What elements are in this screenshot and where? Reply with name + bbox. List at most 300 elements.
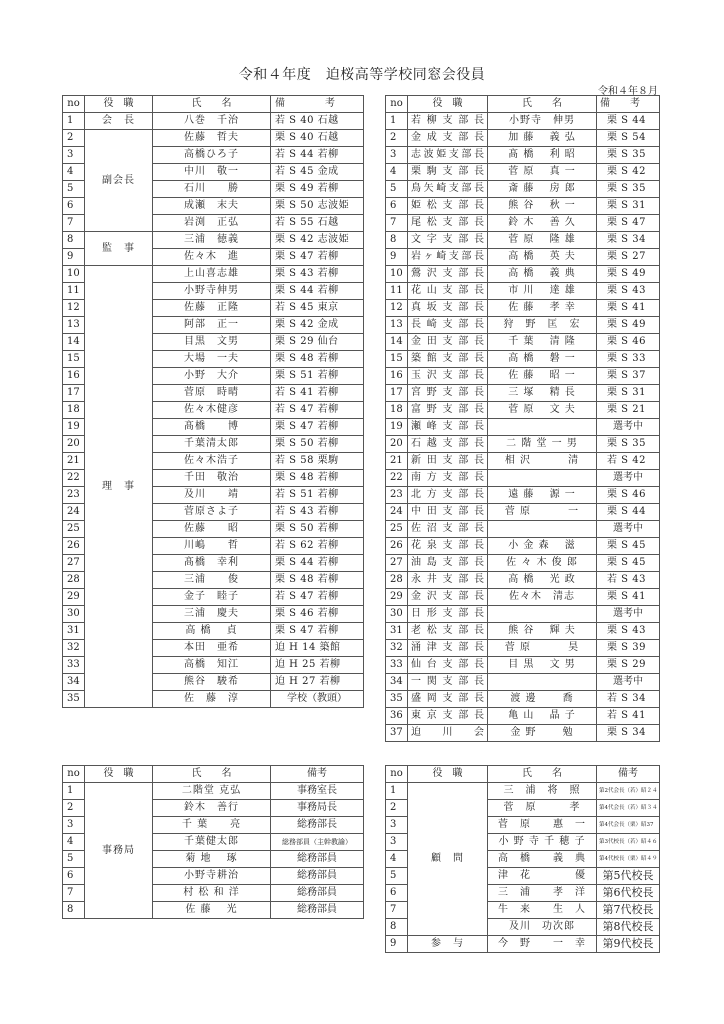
page-title: 令和４年度 迫桜高等学校同窓会役員 (238, 67, 486, 83)
member-note: 選考中 (597, 606, 660, 623)
member-note: 栗 S 48 若柳 (271, 572, 364, 589)
role-cell: 会 長 (85, 113, 153, 130)
member-name: 岩渕 正弘 (153, 215, 271, 232)
row-no: 29 (63, 589, 85, 606)
member-name (488, 674, 597, 691)
table-row (386, 783, 660, 800)
member-name: 佐藤 正隆 (153, 300, 271, 317)
member-name: 市 川 達 雄 (488, 283, 597, 300)
table-row (386, 130, 660, 147)
member-name: 熊谷 駿希 (153, 674, 271, 691)
table-row (63, 113, 364, 130)
member-name: 千 葉 清 隆 (488, 334, 597, 351)
row-no: 30 (386, 606, 408, 623)
member-note: 栗 S 31 (597, 198, 660, 215)
row-no: 11 (63, 283, 85, 300)
row-no: 9 (386, 249, 408, 266)
branch-role: 姫松支部長 (408, 198, 488, 215)
member-name: 千田 敬治 (153, 470, 271, 487)
member-note: 迫 H 25 若柳 (271, 657, 364, 674)
branch-role: 志波姫支部長 (408, 147, 488, 164)
member-name: 小野 大介 (153, 368, 271, 385)
member-note: 若 S 58 栗駒 (271, 453, 364, 470)
row-no: 24 (63, 504, 85, 521)
row-no: 6 (386, 885, 408, 902)
table-row (386, 402, 660, 419)
branch-role: 真坂支部長 (408, 300, 488, 317)
member-name: 小野寺耕治 (153, 868, 271, 885)
row-no: 29 (386, 589, 408, 606)
member-note: 栗 S 29 仙台 (271, 334, 364, 351)
secretariat-header-row (63, 766, 364, 783)
member-note: 栗 S 46 (597, 334, 660, 351)
member-note: 選考中 (597, 470, 660, 487)
member-name: 三浦 俊 (153, 572, 271, 589)
member-name: 佐藤 哲夫 (153, 130, 271, 147)
row-no: 16 (386, 368, 408, 385)
row-no: 26 (63, 538, 85, 555)
member-note: 栗 S 34 (597, 725, 660, 742)
branch-role: 花山支部長 (408, 283, 488, 300)
member-note: 栗 S 43 (597, 283, 660, 300)
member-note: 栗 S 27 (597, 249, 660, 266)
member-name: 千葉清太郎 (153, 436, 271, 453)
member-note: 若 S 45 金成 (271, 164, 364, 181)
table-row (386, 504, 660, 521)
member-note: 第4代会長（若）昭３４ (597, 800, 660, 817)
member-note: 若 S 45 東京 (271, 300, 364, 317)
member-name: 菅 原 真 一 (488, 164, 597, 181)
branch-role: 金田支部長 (408, 334, 488, 351)
member-note: 若 S 40 石越 (271, 113, 364, 130)
row-no: 4 (63, 164, 85, 181)
member-note: 栗 S 29 (597, 657, 660, 674)
member-note: 総務部員 (271, 868, 364, 885)
row-no: 5 (63, 851, 85, 868)
row-no: 34 (63, 674, 85, 691)
member-name: 佐々木 進 (153, 249, 271, 266)
member-note: 総務部員 (271, 885, 364, 902)
member-name: 石川 勝 (153, 181, 271, 198)
member-name: 小 金 森 滋 (488, 538, 597, 555)
branch-role: 北方支部長 (408, 487, 488, 504)
row-no: 37 (386, 725, 408, 742)
member-name: 菅原 時晴 (153, 385, 271, 402)
member-note: 選考中 (597, 419, 660, 436)
row-no: 5 (386, 181, 408, 198)
member-note: 学校（教頭） (271, 691, 364, 708)
branch-role: 石越支部長 (408, 436, 488, 453)
member-note: 総務部員 (271, 851, 364, 868)
member-note: 栗 S 44 若柳 (271, 283, 364, 300)
member-note: 第9代校長 (597, 936, 660, 953)
document-date: 令和４年８月 (598, 86, 658, 97)
member-name: 三 浦 将 照 (488, 783, 597, 800)
header-note: 備考 (597, 766, 660, 783)
row-no: 2 (63, 800, 85, 817)
table-row (386, 215, 660, 232)
table-row (386, 725, 660, 742)
member-note: 栗 S 39 (597, 640, 660, 657)
member-note: 若 S 43 (597, 572, 660, 589)
row-no: 6 (63, 868, 85, 885)
member-name: 斎 藤 房 郎 (488, 181, 597, 198)
table-row (386, 351, 660, 368)
member-name: 佐々木健彦 (153, 402, 271, 419)
member-name: 金 野 勉 (488, 725, 597, 742)
member-name: 菅 原 孝 (488, 800, 597, 817)
member-name: 川嶋 哲 (153, 538, 271, 555)
member-name: 村 松 和 洋 (153, 885, 271, 902)
member-note: 若 S 47 若柳 (271, 402, 364, 419)
member-name (488, 606, 597, 623)
row-no: 35 (63, 691, 85, 708)
secretariat-table (62, 765, 364, 919)
row-no: 27 (63, 555, 85, 572)
header-name: 氏 名 (488, 96, 597, 113)
header-no: no (63, 96, 85, 113)
branch-role: 玉沢支部長 (408, 368, 488, 385)
advisors-header-row (386, 766, 660, 783)
member-note: 栗 S 47 (597, 215, 660, 232)
header-note: 備 考 (597, 96, 660, 113)
branch-role: 老松支部長 (408, 623, 488, 640)
header-name: 氏 名 (488, 766, 597, 783)
header-no: no (386, 96, 408, 113)
member-note: 栗 S 44 (597, 504, 660, 521)
member-name: 加 藤 義 弘 (488, 130, 597, 147)
role-cell: 事務局 (85, 783, 153, 919)
row-no: 4 (63, 834, 85, 851)
member-note: 若 S 42 (597, 453, 660, 470)
header-role: 役 職 (85, 766, 153, 783)
branch-role: 金沢支部長 (408, 589, 488, 606)
row-no: 7 (63, 885, 85, 902)
table-row (386, 691, 660, 708)
table-row (63, 266, 364, 283)
member-note: 栗 S 48 若柳 (271, 470, 364, 487)
table-row (386, 555, 660, 572)
row-no: 8 (63, 232, 85, 249)
row-no: 16 (63, 368, 85, 385)
role-cell: 監 事 (85, 232, 153, 266)
row-no: 7 (386, 902, 408, 919)
row-no: 6 (386, 198, 408, 215)
row-no: 21 (63, 453, 85, 470)
row-no: 2 (386, 130, 408, 147)
member-note: 栗 S 33 (597, 351, 660, 368)
table-row (63, 130, 364, 147)
table-row (386, 436, 660, 453)
row-no: 21 (386, 453, 408, 470)
branch-role: 東京支部長 (408, 708, 488, 725)
member-note: 栗 S 47 若柳 (271, 623, 364, 640)
row-no: 3 (386, 147, 408, 164)
branch-role: 宮野支部長 (408, 385, 488, 402)
branch-role: 鶯沢支部長 (408, 266, 488, 283)
member-note: 若 S 55 石越 (271, 215, 364, 232)
row-no: 27 (386, 555, 408, 572)
member-name: 成瀬 末夫 (153, 198, 271, 215)
member-name: 三浦 慶夫 (153, 606, 271, 623)
member-note: 若 S 41 (597, 708, 660, 725)
row-no: 23 (386, 487, 408, 504)
member-note: 若 S 62 若柳 (271, 538, 364, 555)
member-note: 栗 S 49 (597, 266, 660, 283)
row-no: 18 (386, 402, 408, 419)
member-note: 栗 S 44 若柳 (271, 555, 364, 572)
row-no: 3 (63, 817, 85, 834)
table-row (386, 657, 660, 674)
member-note: 事務局長 (271, 800, 364, 817)
member-name: 三 浦 孝 洋 (488, 885, 597, 902)
branch-role: 文字支部長 (408, 232, 488, 249)
member-note: 栗 S 46 若柳 (271, 606, 364, 623)
member-name: 上山喜志雄 (153, 266, 271, 283)
row-no: 17 (63, 385, 85, 402)
table-row (386, 538, 660, 555)
row-no: 10 (386, 266, 408, 283)
member-name: 佐 藤 淳 (153, 691, 271, 708)
member-name: 高 橋 貞 (153, 623, 271, 640)
role-cell: 参 与 (408, 936, 488, 953)
table-row (386, 572, 660, 589)
member-note: 第4代校長（栗）昭４９ (597, 851, 660, 868)
member-name: 高橋ひろ子 (153, 147, 271, 164)
member-name: 佐 藤 昭 一 (488, 368, 597, 385)
member-note: 総務部員（主幹教諭） (271, 834, 364, 851)
row-no: 7 (63, 215, 85, 232)
branches-table (385, 95, 660, 742)
member-note: 第7代校長 (597, 902, 660, 919)
member-name: 千葉健太郎 (153, 834, 271, 851)
member-name: 菅原さよ子 (153, 504, 271, 521)
member-note: 迫 H 27 若柳 (271, 674, 364, 691)
member-name: 高 橋 磐 一 (488, 351, 597, 368)
member-note: 栗 S 40 石越 (271, 130, 364, 147)
header-role: 役 職 (408, 766, 488, 783)
row-no: 31 (63, 623, 85, 640)
table-row (386, 317, 660, 334)
table-row (386, 164, 660, 181)
member-name: 中川 敬一 (153, 164, 271, 181)
member-name: 鈴木 善行 (153, 800, 271, 817)
table-row (386, 249, 660, 266)
table-row (386, 521, 660, 538)
row-no: 25 (386, 521, 408, 538)
member-name: 菅 原 昊 (488, 640, 597, 657)
row-no: 8 (386, 919, 408, 936)
header-name: 氏 名 (153, 96, 271, 113)
row-no: 28 (386, 572, 408, 589)
officers-table (62, 95, 364, 708)
table-row (386, 708, 660, 725)
member-note: 栗 S 51 若柳 (271, 368, 364, 385)
row-no: 7 (386, 215, 408, 232)
branch-role: 新田支部長 (408, 453, 488, 470)
table-row (386, 674, 660, 691)
member-name: 大場 一夫 (153, 351, 271, 368)
header-name: 氏 名 (153, 766, 271, 783)
member-name: 二階堂 克弘 (153, 783, 271, 800)
branch-role: 盛岡支部長 (408, 691, 488, 708)
table-row (386, 640, 660, 657)
row-no: 14 (63, 334, 85, 351)
member-name: 渡 邊 喬 (488, 691, 597, 708)
header-no: no (63, 766, 85, 783)
member-name: 牛 来 生 人 (488, 902, 597, 919)
branch-role: 仙台支部長 (408, 657, 488, 674)
branch-role: 花泉支部長 (408, 538, 488, 555)
branch-role: 金成支部長 (408, 130, 488, 147)
row-no: 1 (386, 783, 408, 800)
table-row (386, 589, 660, 606)
officers-header-row (63, 96, 364, 113)
member-note: 若 S 47 若柳 (271, 589, 364, 606)
member-name (488, 419, 597, 436)
member-name: 佐 藤 光 (153, 902, 271, 919)
branch-role: 佐沼支部長 (408, 521, 488, 538)
row-no: 19 (386, 419, 408, 436)
branch-role: 瀬峰支部長 (408, 419, 488, 436)
member-name: 及川 靖 (153, 487, 271, 504)
member-name: 熊 谷 輝 夫 (488, 623, 597, 640)
row-no: 32 (386, 640, 408, 657)
row-no: 26 (386, 538, 408, 555)
header-note: 備考 (271, 766, 364, 783)
table-row (386, 232, 660, 249)
member-name: 狩 野 匡 宏 (488, 317, 597, 334)
row-no: 1 (386, 113, 408, 130)
member-note: 栗 S 43 若柳 (271, 266, 364, 283)
member-name: 小野寺伸男 (153, 283, 271, 300)
branch-role: 油島支部長 (408, 555, 488, 572)
member-name: 菅 原 隆 雄 (488, 232, 597, 249)
branch-role: 永井支部長 (408, 572, 488, 589)
row-no: 20 (63, 436, 85, 453)
member-name: 亀 山 晶 子 (488, 708, 597, 725)
member-name: 小野寺 伸男 (488, 113, 597, 130)
member-name: 佐々木 清志 (488, 589, 597, 606)
member-name: 菅 原 文 夫 (488, 402, 597, 419)
row-no: 19 (63, 419, 85, 436)
member-note: 第8代校長 (597, 919, 660, 936)
member-name: 目 黒 文 男 (488, 657, 597, 674)
branch-role: 日形支部長 (408, 606, 488, 623)
member-name: 三 塚 精 長 (488, 385, 597, 402)
row-no: 33 (63, 657, 85, 674)
table-row (386, 453, 660, 470)
role-cell: 理 事 (85, 266, 153, 708)
table-row (386, 300, 660, 317)
row-no: 5 (63, 181, 85, 198)
row-no: 32 (63, 640, 85, 657)
branch-role: 築館支部長 (408, 351, 488, 368)
row-no: 12 (386, 300, 408, 317)
row-no: 2 (386, 800, 408, 817)
row-no: 22 (63, 470, 85, 487)
branch-role: 迫川会 (408, 725, 488, 742)
member-name: 千 葉 亮 (153, 817, 271, 834)
branch-role: 富野支部長 (408, 402, 488, 419)
row-no: 13 (63, 317, 85, 334)
row-no: 3 (386, 834, 408, 851)
member-name: 二 階 堂 一 男 (488, 436, 597, 453)
table-row (386, 181, 660, 198)
member-note: 栗 S 50 若柳 (271, 521, 364, 538)
row-no: 4 (386, 164, 408, 181)
row-no: 9 (386, 936, 408, 953)
member-name: 髙橋 幸利 (153, 555, 271, 572)
member-note: 栗 S 49 若柳 (271, 181, 364, 198)
member-name (488, 470, 597, 487)
member-name: 八巻 千治 (153, 113, 271, 130)
member-name: 高 橋 義 典 (488, 851, 597, 868)
role-cell: 顧 問 (408, 783, 488, 936)
row-no: 3 (386, 817, 408, 834)
table-row (386, 368, 660, 385)
row-no: 31 (386, 623, 408, 640)
member-note: 若 S 34 (597, 691, 660, 708)
row-no: 35 (386, 691, 408, 708)
row-no: 2 (63, 130, 85, 147)
table-row (386, 198, 660, 215)
member-note: 若 S 43 若柳 (271, 504, 364, 521)
member-note: 第2代会長（若）昭２４ (597, 783, 660, 800)
member-note: 栗 S 34 (597, 232, 660, 249)
member-note: 栗 S 54 (597, 130, 660, 147)
member-note: 総務部員 (271, 902, 364, 919)
row-no: 33 (386, 657, 408, 674)
member-name: 津 花 優 (488, 868, 597, 885)
member-note: 栗 S 50 志波姫 (271, 198, 364, 215)
row-no: 15 (386, 351, 408, 368)
table-row (386, 419, 660, 436)
row-no: 23 (63, 487, 85, 504)
table-row (63, 232, 364, 249)
row-no: 14 (386, 334, 408, 351)
member-name: 髙橋 博 (153, 419, 271, 436)
branch-role: 南方支部長 (408, 470, 488, 487)
member-name: 熊 谷 秋 一 (488, 198, 597, 215)
member-name: 高 橋 義 典 (488, 266, 597, 283)
member-note: 第5代校長 (597, 868, 660, 885)
member-name (488, 521, 597, 538)
row-no: 34 (386, 674, 408, 691)
table-row (386, 623, 660, 640)
table-row (386, 385, 660, 402)
row-no: 30 (63, 606, 85, 623)
member-note: 栗 S 43 (597, 623, 660, 640)
member-name: 金子 睦子 (153, 589, 271, 606)
member-note: 栗 S 37 (597, 368, 660, 385)
member-note: 栗 S 42 志波姫 (271, 232, 364, 249)
table-row (386, 266, 660, 283)
member-name: 目黒 文男 (153, 334, 271, 351)
row-no: 5 (386, 868, 408, 885)
branch-role: 涌津支部長 (408, 640, 488, 657)
row-no: 36 (386, 708, 408, 725)
header-no: no (386, 766, 408, 783)
row-no: 18 (63, 402, 85, 419)
row-no: 17 (386, 385, 408, 402)
table-row (386, 470, 660, 487)
member-note: 栗 S 35 (597, 147, 660, 164)
branches-header-row (386, 96, 660, 113)
table-row (386, 113, 660, 130)
member-note: 栗 S 31 (597, 385, 660, 402)
row-no: 13 (386, 317, 408, 334)
